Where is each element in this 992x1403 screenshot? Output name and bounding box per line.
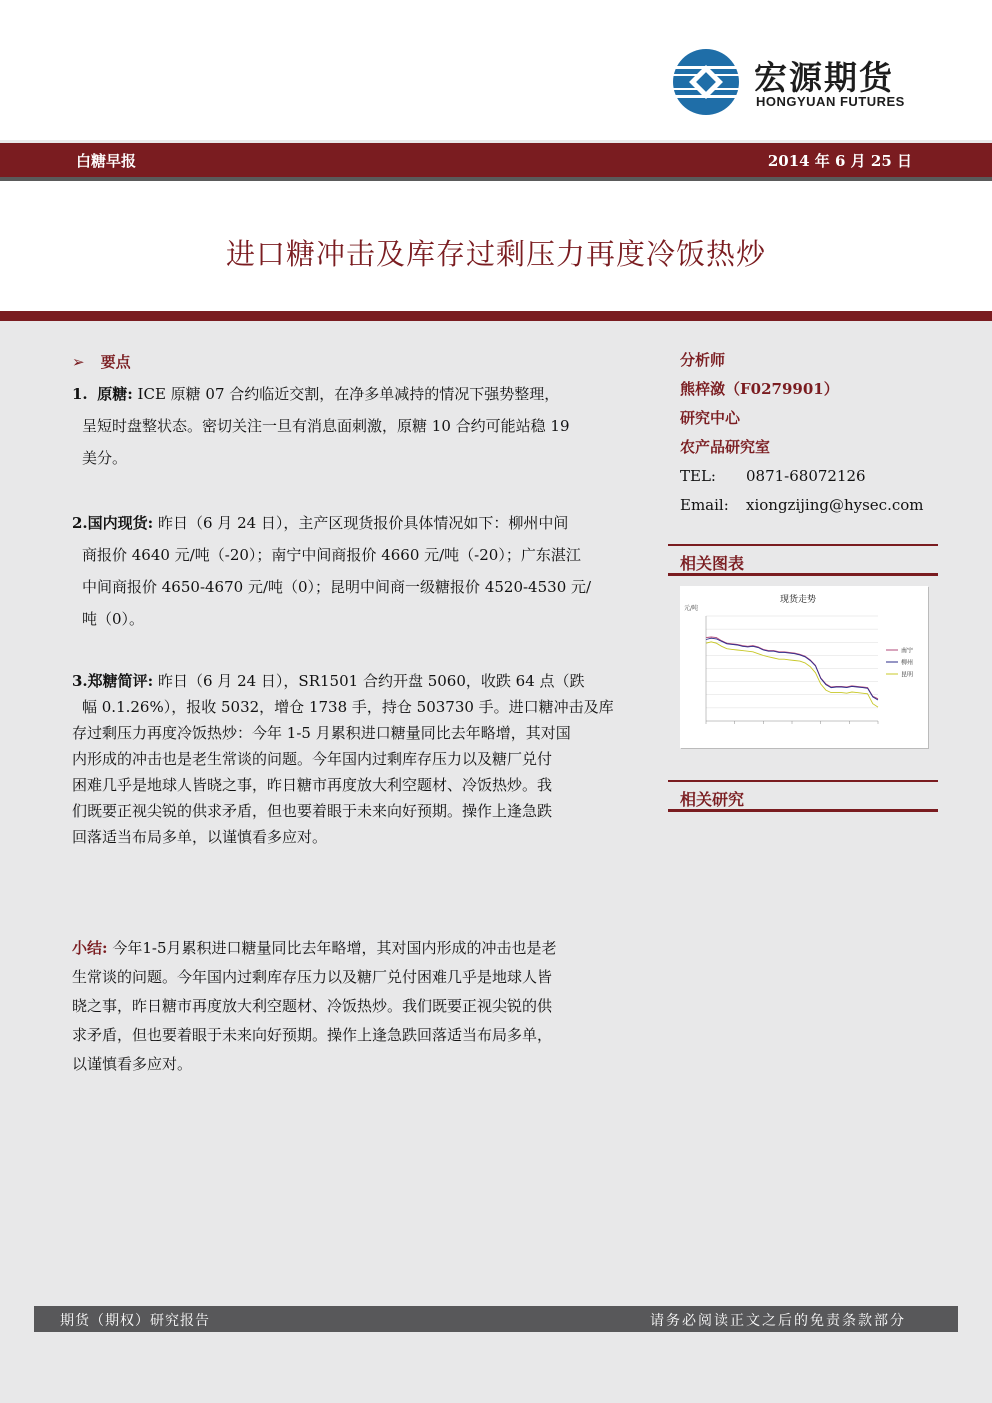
report-header-bar	[0, 143, 992, 177]
email-value[interactable]: xiongzijing@hysec.com	[746, 496, 924, 514]
summary-line: 生常谈的问题。今年国内过剩库存压力以及糖厂兑付困难几乎是地球人皆	[72, 968, 553, 986]
item-line: 中间商报价 4650-4670 元/吨（0）；昆明中间商一级糖报价 4520-4530 元/	[82, 578, 592, 596]
tel-label: TEL:	[680, 467, 716, 485]
item-line: 们既要正视尖锐的供求矛盾，但也要着眼于未来向好预期。操作上逢急跌	[72, 802, 553, 820]
arrow-bullet-icon: ➢	[72, 353, 85, 371]
footer-report-type: 期货（期权）研究报告	[60, 1313, 210, 1329]
chart-series-line-1	[706, 638, 878, 700]
report-type: 白糖早报	[76, 152, 137, 170]
analyst-subdept: 农产品研究室	[680, 438, 771, 456]
key-points-heading-text: 要点	[100, 353, 131, 371]
key-point-raw-sugar	[72, 378, 638, 474]
item-line: 内形成的冲击也是老生常谈的问题。今年国内过剩库存压力以及糖厂兑付	[72, 750, 553, 768]
footer-bar	[34, 1306, 958, 1332]
brand-logo	[672, 48, 932, 118]
brand-name-en: HONGYUAN FUTURES	[756, 94, 905, 109]
hongyuan-logo-icon	[672, 48, 740, 116]
item-line: 美分。	[82, 449, 128, 467]
summary-line: 以谨慎看多应对。	[72, 1055, 193, 1073]
item-line: ICE 原糖 07 合约临近交割，在净多单减持的情况下强势整理，	[137, 385, 560, 403]
page-title: 进口糖冲击及库存过剩压力再度冷饭热炒	[225, 237, 766, 271]
item-number: 1.	[72, 385, 88, 403]
analyst-info	[680, 346, 938, 520]
key-point-domestic-spot	[72, 507, 638, 635]
analyst-tel	[680, 462, 938, 491]
item-line: 幅 0.1.26%），报收 5032，增仓 1738 手，持仓 503730 手。进口糖冲击及库	[82, 698, 614, 716]
key-points-heading	[72, 346, 638, 378]
summary-label: 小结:	[72, 939, 108, 957]
email-label: Email:	[680, 496, 729, 514]
item-line: 呈短时盘整状态。密切关注一旦有消息面刺激，原糖 10 合约可能站稳 19	[82, 417, 570, 435]
analyst-heading: 分析师	[680, 351, 726, 369]
summary-line: 求矛盾，但也要着眼于未来向好预期。操作上逢急跌回落适当布局多单，	[72, 1026, 553, 1044]
related-charts-section	[668, 544, 938, 576]
chart-ylabel: 元/吨	[684, 605, 699, 612]
summary-section	[72, 934, 638, 1079]
item-line: 商报价 4640 元/吨（-20）；南宁中间商报价 4660 元/吨（-20）；广东湛江	[82, 546, 581, 564]
analyst-dept: 研究中心	[680, 409, 741, 427]
legend-label: 南宁	[901, 647, 914, 655]
chart-series-line-0	[706, 637, 878, 699]
tel-value: 0871-68072126	[746, 467, 866, 485]
title-divider	[0, 311, 992, 321]
related-research-section	[668, 780, 938, 812]
chart-series-line-2	[706, 642, 878, 707]
item-line: 昨日（6 月 24 日），SR1501 合约开盘 5060，收跌 64 点（跌	[158, 672, 585, 690]
key-point-zhengzhou-sugar	[72, 668, 638, 850]
item-number: 3.	[72, 672, 88, 690]
chart-title: 现货走势	[779, 595, 817, 605]
brand-name-cn: 宏源期货	[754, 58, 894, 97]
item-label: 原糖:	[97, 385, 133, 403]
spot-price-chart	[680, 586, 928, 748]
item-line: 存过剩压力再度冷饭热炒：今年 1-5 月累积进口糖量同比去年略增，其对国	[72, 724, 571, 742]
spot-price-chart-svg	[680, 586, 928, 748]
summary-line: 今年1-5月累积进口糖量同比去年略增，其对国内形成的冲击也是老	[112, 939, 557, 957]
summary-line: 晓之事，昨日糖市再度放大利空题材、冷饭热炒。我们既要正视尖锐的供	[72, 997, 553, 1015]
item-number: 2.	[72, 514, 88, 532]
related-charts-heading: 相关图表	[680, 554, 745, 573]
item-line: 困难几乎是地球人皆晓之事，昨日糖市再度放大利空题材、冷饭热炒。我	[72, 776, 553, 794]
report-date: 2014 年 6 月 25 日	[767, 152, 912, 170]
legend-label: 昆明	[901, 671, 914, 679]
item-line: 吨（0）。	[82, 610, 145, 628]
item-line: 回落适当布局多单，以谨慎看多应对。	[72, 828, 328, 846]
analyst-name: 熊梓潋（F0279901）	[680, 380, 839, 398]
main-content	[72, 346, 638, 850]
analyst-email	[680, 491, 938, 520]
legend-label: 柳州	[901, 659, 914, 667]
related-research-heading: 相关研究	[680, 790, 745, 809]
item-label: 郑糖简评:	[87, 672, 154, 690]
footer-disclaimer[interactable]: 请务必阅读正文之后的免责条款部分	[650, 1313, 906, 1329]
item-line: 昨日（6 月 24 日），主产区现货报价具体情况如下：柳州中间	[158, 514, 569, 532]
item-label: 国内现货:	[87, 514, 154, 532]
